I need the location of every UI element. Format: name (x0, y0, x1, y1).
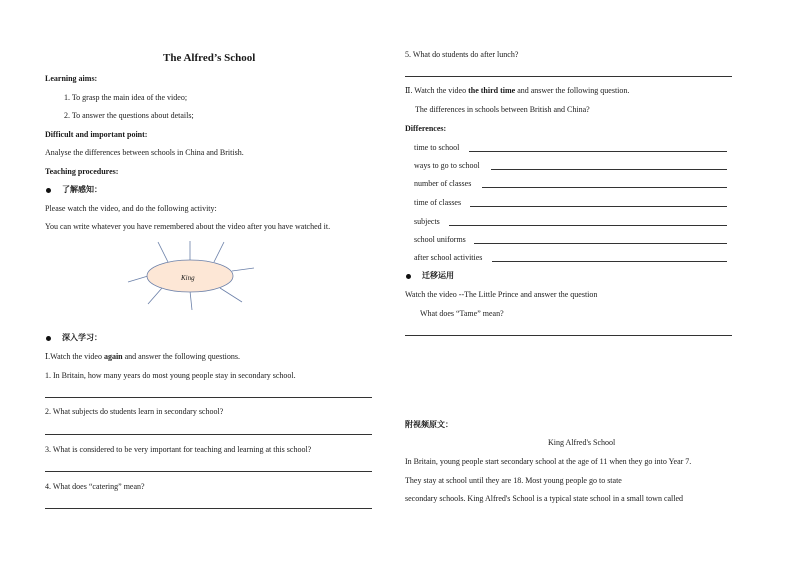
write-instruction: You can write whatever you have remembered about the video after you have watched it. (45, 222, 331, 231)
part2-question: The differences in schools between British and China? (415, 105, 590, 114)
aim-item: 2. To answer the questions about details; (64, 111, 194, 120)
difference-answer-line[interactable] (491, 169, 727, 170)
bullet-icon (46, 336, 51, 341)
question-5: 5. What do students do after lunch? (405, 50, 519, 59)
difference-answer-line[interactable] (469, 151, 727, 152)
watch-instruction: Please watch the video, and do the following activity: (45, 204, 217, 213)
difficult-point-text: Analyse the differences between schools in China and British. (45, 148, 244, 157)
difference-item: time of classes (414, 198, 462, 207)
section-heading-perceive: 了解感知： (62, 185, 102, 194)
difference-item: after school activities (414, 253, 483, 262)
aim-item: 1. To grasp the main idea of the video; (64, 93, 188, 102)
question-4: 4. What does “catering” mean? (45, 482, 145, 491)
question-2: 2. What subjects do students learn in secondary school? (45, 407, 224, 416)
difference-item: school uniforms (414, 235, 466, 244)
page-title: The Alfred’s School (163, 52, 256, 64)
appendix-title: King Alfred's School (548, 438, 616, 447)
answer-line-3[interactable] (45, 471, 372, 472)
answer-line-5[interactable] (405, 76, 732, 77)
section-heading-transfer: 迁移运用 (422, 271, 454, 280)
part1-instruction: Ⅰ.Watch the video again and answer the following questions. (45, 352, 240, 361)
answer-line-1[interactable] (45, 397, 372, 398)
difference-answer-line[interactable] (449, 225, 727, 226)
appendix-line: In Britain, young people start secondary school at the age of 11 when they go into Year 7. (405, 457, 692, 466)
difference-item: time to school (414, 143, 460, 152)
difficult-point-heading: Difficult and important point: (45, 130, 148, 139)
difference-answer-line[interactable] (482, 187, 727, 188)
answer-line-4[interactable] (45, 508, 372, 509)
difference-answer-line[interactable] (470, 206, 727, 207)
transfer-question: What does “Tame” mean? (420, 309, 504, 318)
question-3: 3. What is considered to be very important for teaching and learning at this school? (45, 445, 312, 454)
differences-heading: Differences: (405, 124, 447, 133)
mind-map-center-label: King (181, 274, 195, 282)
difference-item: number of classes (414, 179, 472, 188)
difference-answer-line[interactable] (492, 261, 727, 262)
difference-item: subjects (414, 217, 440, 226)
question-1: 1. In Britain, how many years do most young people stay in secondary school. (45, 371, 296, 380)
section-heading-deep-learning: 深入学习： (62, 333, 102, 342)
difference-item: ways to go to school (414, 161, 480, 170)
appendix-line: secondary schools. King Alfred's School is a typical state school in a small town called (405, 494, 684, 503)
bullet-icon (406, 274, 411, 279)
appendix-line: They stay at school until they are 18. Most young people go to state (405, 476, 622, 485)
learning-aims-heading: Learning aims: (45, 74, 98, 83)
part2-instruction: Ⅱ. Watch the video the third time and answer the following question. (405, 86, 630, 95)
procedures-heading: Teaching procedures: (45, 167, 119, 176)
transfer-instruction: Watch the video --The Little Prince and answer the question (405, 290, 598, 299)
appendix-heading: 附视频原文： (405, 420, 453, 429)
answer-line-2[interactable] (45, 434, 372, 435)
transfer-answer-line[interactable] (405, 335, 732, 336)
bullet-icon (46, 188, 51, 193)
difference-answer-line[interactable] (474, 243, 727, 244)
